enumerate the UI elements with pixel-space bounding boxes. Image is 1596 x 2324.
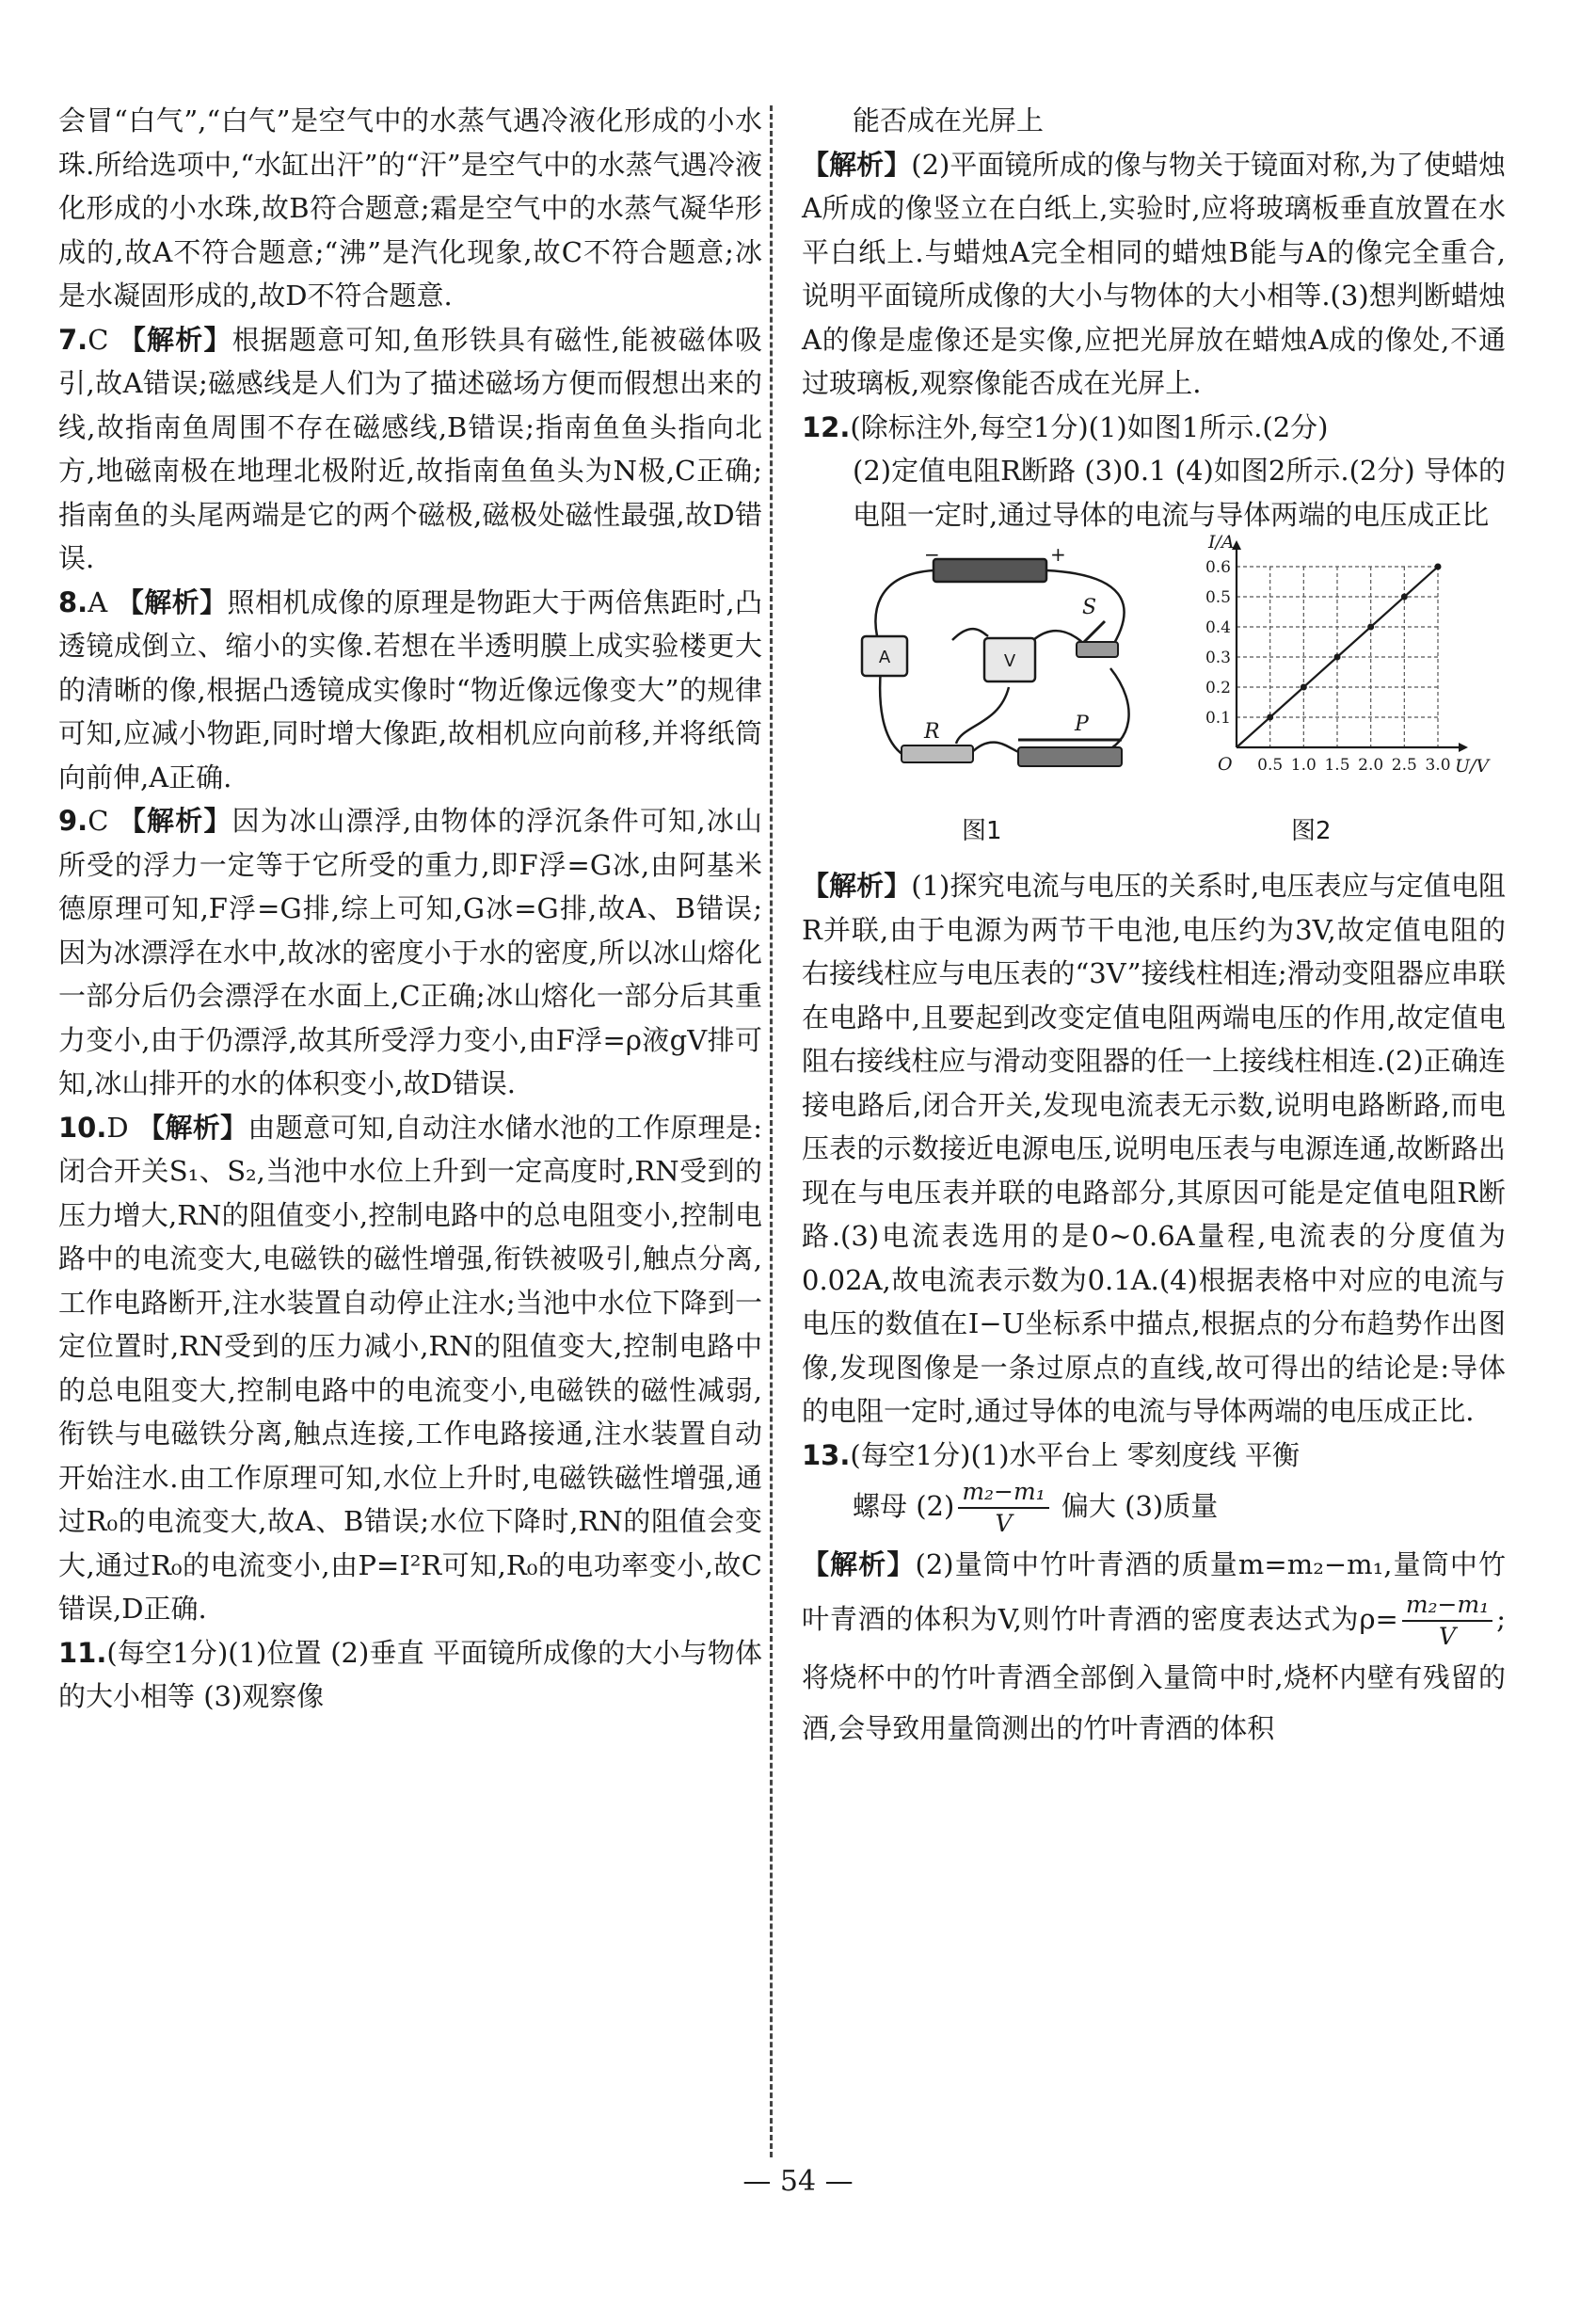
wire-ammeter-resistor	[880, 668, 903, 755]
x-tick-label: 2.5	[1391, 756, 1417, 775]
q7-analysis-tag: 【解析】	[118, 323, 232, 356]
switch-label: S	[1082, 596, 1097, 619]
wire-voltmeter-resistor	[956, 687, 1009, 744]
q11-number: 11.	[58, 1636, 107, 1669]
answer-7	[58, 318, 762, 581]
resistor	[902, 745, 973, 762]
y-tick-label: 0.4	[1205, 618, 1231, 637]
q11-analysis-text: (2)平面镜所成的像与物关于镜面对称,为了使蜡烛A所成的像竖立在白纸上,实验时,应将玻璃板垂直放置在水平白纸上.与蜡烛A完全相同的蜡烛B能与A的像完全重合,说明平面镜所成像的大小与物体的大小相等.(3)想判断蜡烛A的像是虚像还是实像,应把光屏放在蜡烛A成的像处,不通过玻璃板,观察像能否成在光屏上.	[802, 148, 1506, 399]
x-axis-label: U/V	[1455, 756, 1490, 777]
answer-13	[802, 1434, 1506, 1478]
y-tick-label: 0.3	[1205, 649, 1231, 667]
switch-lever	[1084, 621, 1105, 642]
right-column	[802, 99, 1506, 1754]
q10-analysis-text: 由题意可知,自动注水储水池的工作原理是:闭合开关S₁、S₂,当池中水位上升到一定高度时,RN受到的压力增大,RN的阻值变小,控制电路中的总电阻变小,控制电路中的电流变大,电磁铁的磁性增强,衔铁被吸引,触点分离,工作电路断开,注水装置自动停止注水;当池中水位下降到一定位置时,RN受到的压力减小,RN的阻值变大,控制电路中的总电阻变大,控制电路中的电流变小,电磁铁的磁性减弱,衔铁与电磁铁分离,触点连接,工作电路接通,注水装置自动开始注水.由工作原理可知,水位上升时,电磁铁磁性增强,通过R₀的电流变大,故A、B错误;水位下降时,RN的阻值会变大,通过R₀的电流变小,由P=I²R可知,R₀的电功率变小,故C错误,D正确.	[58, 1111, 762, 1625]
fig1-caption: 图1	[962, 817, 1002, 845]
q11-continued: 能否成在光屏上	[853, 104, 1045, 136]
q12-analysis-text: (1)探究电流与电压的关系时,电压表应与定值电阻R并联,由于电源为两节干电池,电压约为3V,故定值电阻的右接线柱应与电压表的“3V”接线柱相连;滑动变阻器应串联在电路中,且要起到改变定值电阻两端电压的作用,故定值电阻右接线柱应与滑动变阻器的任一上接线柱相连.(2)正确连接电路后,闭合开关,发现电流表无示数,说明电路断路,而电压表的示数接近电源电压,说明电压表与电源连通,故断路出现在与电压表并联的电路部分,其原因可能是定值电阻R断路.(3)电流表选用的是0~0.6A量程,电流表的分度值为0.02A,故电流表示数为0.1A.(4)根据表格中对应的电流与电压的数值在I−U坐标系中描点,根据点的分布趋势作出图像,发现图像是一条过原点的直线,故可得出的结论是:导体的电阻一定时,通过导体的电流与导体两端的电压成正比.	[802, 870, 1506, 1427]
data-point	[1334, 654, 1341, 661]
q12-line1: (除标注外,每空1分)(1)如图1所示.(2分)	[850, 410, 1329, 443]
q9-analysis-text: 因为冰山漂浮,由物体的浮沉条件可知,冰山所受的浮力一定等于它所受的重力,即F浮=G冰,由阿基米德原理可知,F浮=G排,综上可知,G冰=G排,故A、B错误;因为冰漂浮在水中,故冰的密度小于水的密度,所以冰山熔化一部分后仍会漂浮在水面上,C正确;冰山熔化一部分后其重力变小,由于仍漂浮,故其所受浮力变小,由F浮=ρ液gV排可知,冰山排开的水的体积变小,故D错误.	[58, 805, 763, 1099]
q8-answer: A	[88, 585, 108, 618]
answer-10	[58, 1106, 762, 1631]
q7-number: 7.	[58, 323, 88, 356]
rheostat	[1018, 747, 1122, 766]
x-tick-label: 1.5	[1324, 756, 1350, 775]
fraction-numerator-2: m₂−m₁	[1402, 1590, 1492, 1622]
q12-number: 12.	[802, 410, 851, 443]
q13-line2-a: 螺母 (2)	[853, 1490, 955, 1522]
battery-minus: −	[924, 543, 940, 566]
q13-number: 13.	[802, 1438, 851, 1471]
density-fraction-2	[1402, 1590, 1492, 1652]
data-point	[1435, 564, 1442, 570]
q9-answer: C	[88, 805, 109, 837]
voltmeter-symbol: V	[1003, 651, 1016, 671]
x-tick-label: 2.0	[1358, 756, 1384, 775]
q11-analysis	[802, 143, 1506, 406]
iu-chart	[1188, 532, 1490, 793]
q10-analysis-tag: 【解析】	[137, 1111, 248, 1144]
battery-plus: +	[1050, 543, 1066, 566]
q9-number: 9.	[58, 805, 88, 837]
q10-answer: D	[106, 1111, 129, 1144]
q11-text: (每空1分)(1)位置 (2)垂直 平面镜所成像的大小与物体的大小相等 (3)观察像	[58, 1636, 762, 1712]
y-tick-label: 0.6	[1205, 558, 1231, 577]
q12-analysis-tag: 【解析】	[802, 870, 912, 902]
slider-label: P	[1075, 713, 1089, 736]
fig2-caption: 图2	[1291, 817, 1332, 845]
circuit-diagram	[858, 543, 1169, 800]
fraction-denominator-2: V	[1438, 1623, 1457, 1650]
q7-analysis-text: 根据题意可知,鱼形铁具有磁性,能被磁体吸引,故A错误;磁感线是人们为了描述磁场方便而假想出来的线,故指南鱼周围不存在磁感线,B错误;指南鱼鱼头指向北方,地磁南极在地理北极附近,故指南鱼鱼头为N极,C正确;指南鱼的头尾两端是它的两个磁极,磁极处磁性最强,故D错误.	[58, 323, 763, 574]
switch	[1077, 642, 1118, 657]
fraction-denominator: V	[995, 1510, 1013, 1537]
fraction-numerator: m₂−m₁	[958, 1477, 1048, 1509]
q13-analysis-b: ;将烧杯中的竹叶青酒全部倒入量筒中时,烧杯内壁有残留的酒,会导致用量筒测出的竹叶青酒的体积	[802, 1603, 1506, 1744]
x-tick-label: 0.5	[1257, 756, 1284, 775]
q7-answer: C	[88, 323, 109, 356]
q13-analysis-tag: 【解析】	[802, 1548, 916, 1580]
data-point	[1267, 714, 1273, 721]
q12-line2: (2)定值电阻R断路 (3)0.1 (4)如图2所示.(2分) 导体的电阻一定时,通过导体的电流与导体两端的电压成正比	[853, 455, 1506, 531]
q12-figures	[802, 532, 1506, 857]
q13-line2-b: 偏大 (3)质量	[1052, 1490, 1219, 1522]
q13-line2	[802, 1477, 1506, 1539]
battery-pack	[934, 559, 1046, 582]
q8-number: 8.	[58, 585, 88, 618]
ammeter-symbol: A	[878, 648, 891, 667]
q13-analysis-a: (2)量筒中竹叶青酒的质量m=m₂−m₁,量筒中竹叶青酒的体积为V,则竹叶青酒的密度表达式为ρ=	[802, 1548, 1506, 1635]
answer-12	[802, 406, 1506, 450]
wire-voltmeter	[952, 629, 988, 640]
q11-analysis-tag: 【解析】	[802, 148, 912, 181]
x-tick-label: 1.0	[1290, 756, 1317, 775]
q13-analysis	[802, 1539, 1506, 1754]
left-column	[58, 99, 762, 1719]
density-fraction	[958, 1477, 1048, 1539]
x-tick-label: 3.0	[1425, 756, 1451, 775]
wire-voltmeter-switch	[1033, 631, 1084, 644]
q13-line1: (每空1分)(1)水平台上 零刻度线 平衡	[850, 1438, 1300, 1471]
answer-11	[58, 1631, 762, 1719]
q8-analysis-tag: 【解析】	[116, 585, 228, 618]
intro-paragraph: 会冒“白气”,“白气”是空气中的水蒸气遇冷液化形成的小水珠.所给选项中,“水缸出汗”的“汗”是空气中的水蒸气遇冷液化形成的小水珠,故B符合题意;霜是空气中的水蒸气凝华形成的,故A不符合题意;“沸”是汽化现象,故C不符合题意;冰是水凝固形成的,故D不符合题意.	[58, 104, 762, 312]
y-tick-label: 0.5	[1205, 588, 1231, 607]
page-number: — 54 —	[742, 2165, 854, 2198]
data-point	[1301, 684, 1307, 691]
x-axis-arrow	[1459, 743, 1468, 752]
data-point	[1401, 594, 1408, 601]
q8-analysis-text: 照相机成像的原理是物距大于两倍焦距时,凸透镜成倒立、缩小的实像.若想在半透明膜上成实验楼更大的清晰的像,根据凸透镜成实像时“物近像远像变大”的规律可知,应减小物距,同时增大像距,故相机应向前移,并将纸筒向前伸,A正确.	[58, 585, 762, 793]
y-tick-label: 0.1	[1205, 709, 1231, 728]
q9-analysis-tag: 【解析】	[118, 805, 232, 837]
data-point	[1367, 624, 1374, 631]
q12-analysis	[802, 864, 1506, 1434]
origin-label: O	[1218, 754, 1233, 775]
resistor-label: R	[924, 720, 940, 744]
answer-8	[58, 581, 762, 800]
answer-9	[58, 799, 762, 1106]
q10-number: 10.	[58, 1111, 107, 1144]
y-axis-label: I/A	[1208, 532, 1235, 553]
column-divider	[770, 105, 773, 2157]
y-tick-label: 0.2	[1205, 679, 1231, 697]
